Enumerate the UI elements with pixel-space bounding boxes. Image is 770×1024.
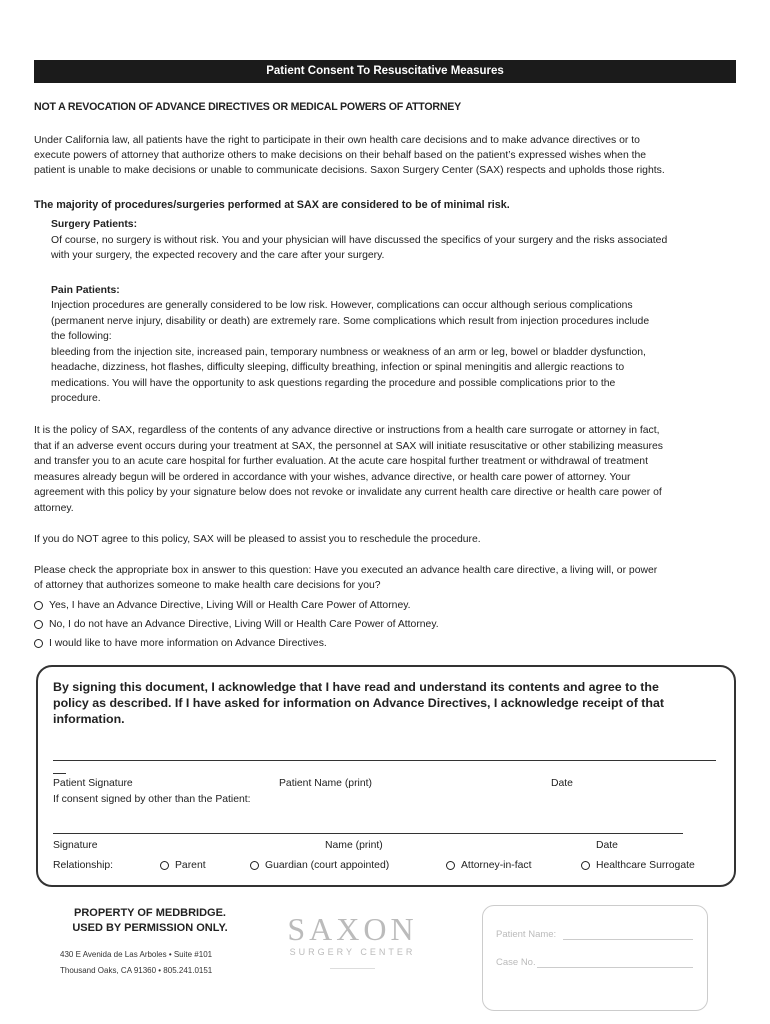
pain-line: bleeding from the injection site, increased pain, temporary numbness or weakness of an arm or leg, bowel or bladder dysfunction, bbox=[51, 346, 646, 358]
surgery-line: with your surgery, the expected recovery and the care after your surgery. bbox=[51, 250, 385, 261]
policy-line: that if an adverse event occurs during your treatment at SAX, the personnel at SAX will initiate resuscitative or other stabilizing measures bbox=[34, 440, 663, 452]
intro-line: patient is unable to make decisions or unable to communicate decisions. Saxon Surgery Center (SAX) respects and upholds those rights. bbox=[34, 165, 665, 176]
surgery-line: Of course, no surgery is without risk. You and your physician will have discussed the specifics of your surgery and the risks associated bbox=[51, 235, 668, 246]
radio-circle-icon[interactable] bbox=[160, 861, 169, 870]
surgery-patients-heading: Surgery Patients: bbox=[51, 219, 138, 230]
pain-line: (permanent nerve injury, disability or death) are extremely rare. Some complications which result from injection procedures include bbox=[51, 315, 650, 327]
relationship-option-label: Attorney-in-fact bbox=[461, 860, 532, 871]
relationship-surrogate[interactable] bbox=[581, 858, 695, 873]
address-line-1: 430 E Avenida de Las Arboles • Suite #101 bbox=[60, 950, 213, 959]
logo-subtitle: SURGERY CENTER bbox=[289, 947, 416, 957]
pain-line: the following: bbox=[51, 331, 112, 342]
radio-circle-icon[interactable] bbox=[34, 620, 43, 629]
signature-line-wrap bbox=[53, 773, 66, 774]
policy-line: attorney. bbox=[34, 502, 74, 514]
option-label: No, I do not have an Advance Directive, Living Will or Health Care Power of Attorney. bbox=[49, 619, 439, 630]
address-line-2: Thousand Oaks, CA 91360 • 805.241.0151 bbox=[60, 966, 213, 975]
other-signer-note: If consent signed by other than the Patient: bbox=[53, 794, 251, 805]
question-paragraph bbox=[34, 563, 739, 593]
relationship-parent[interactable] bbox=[160, 858, 206, 873]
option-more-info[interactable] bbox=[34, 636, 327, 651]
option-label: Yes, I have an Advance Directive, Living Will or Health Care Power of Attorney. bbox=[49, 600, 411, 611]
policy-line: It is the policy of SAX, regardless of the contents of any advance directive or instructions from a health care surrogate or attorney in fact, bbox=[34, 425, 660, 436]
case-no-field-line[interactable] bbox=[537, 967, 693, 968]
other-signature-line[interactable] bbox=[53, 833, 683, 834]
relationship-label: Relationship: bbox=[53, 860, 114, 871]
pain-line: Injection procedures are generally considered to be low risk. However, complications can occur although serious complications bbox=[51, 300, 633, 311]
radio-circle-icon[interactable] bbox=[34, 601, 43, 610]
radio-circle-icon[interactable] bbox=[34, 639, 43, 648]
intro-paragraph bbox=[34, 133, 739, 178]
statement-line: policy as described. If I have asked for information on Advance Directives, I acknowledge receipt of that bbox=[53, 696, 664, 710]
name-print-label: Name (print) bbox=[325, 840, 383, 851]
logo-wordmark: SAXON bbox=[287, 911, 418, 947]
policy-line: and transfer you to an acute care hospital for further evaluation. At the acute care hospital further treatment or withdrawal of treatment bbox=[34, 456, 648, 468]
relationship-option-label: Guardian (court appointed) bbox=[265, 860, 390, 871]
policy-line: measures already begun will be ordered in accordance with your wishes, advance directive, or health care power of attorney. Your bbox=[34, 471, 631, 483]
pain-patients-heading: Pain Patients: bbox=[51, 285, 120, 296]
signature-statement bbox=[53, 679, 733, 727]
property-line: USED BY PERMISSION ONLY. bbox=[72, 922, 228, 934]
intro-line: execute powers of attorney that authorize others to make decisions on their behalf based on the patient’s expressed wishes when the bbox=[34, 150, 647, 161]
signature-label: Signature bbox=[53, 840, 98, 851]
pain-line: headache, dizziness, hot flashes, difficulty sleeping, difficulty breathing, infection or spinal meningitis and allergic reactions to bbox=[51, 362, 625, 373]
statement-line: information. bbox=[53, 712, 125, 726]
property-line: PROPERTY OF MEDBRIDGE. bbox=[74, 907, 226, 919]
patient-signature-line[interactable] bbox=[53, 760, 716, 761]
patient-name-field-line[interactable] bbox=[563, 939, 693, 940]
radio-circle-icon[interactable] bbox=[446, 861, 455, 870]
logo-divider bbox=[330, 968, 375, 969]
risk-heading: The majority of procedures/surgeries performed at SAX are considered to be of minimal risk. bbox=[34, 199, 510, 211]
pain-line: procedure. bbox=[51, 393, 101, 404]
radio-circle-icon[interactable] bbox=[581, 861, 590, 870]
option-no[interactable] bbox=[34, 617, 439, 632]
patient-name-label: Patient Name (print) bbox=[279, 778, 372, 789]
subtitle-heading: NOT A REVOCATION OF ADVANCE DIRECTIVES OR MEDICAL POWERS OF ATTORNEY bbox=[34, 101, 462, 113]
reschedule-text: If you do NOT agree to this policy, SAX will be pleased to assist you to reschedule the procedure. bbox=[34, 534, 481, 545]
option-yes[interactable] bbox=[34, 598, 411, 613]
question-line: Please check the appropriate box in answer to this question: Have you executed an advance health care directive, a living will, or power bbox=[34, 565, 658, 576]
date2-label: Date bbox=[596, 840, 618, 851]
intro-line: Under California law, all patients have the right to participate in their own health care decisions and to make advance directives or to bbox=[34, 135, 640, 146]
document-title: Patient Consent To Resuscitative Measures bbox=[34, 60, 736, 83]
option-label: I would like to have more information on Advance Directives. bbox=[49, 638, 327, 649]
statement-line: By signing this document, I acknowledge that I have read and understand its contents and agree to the bbox=[53, 680, 659, 694]
pain-paragraph bbox=[51, 298, 741, 407]
case-no-field-label: Case No. bbox=[496, 957, 536, 968]
patient-name-field-label: Patient Name: bbox=[496, 929, 557, 940]
surgery-paragraph bbox=[51, 233, 741, 263]
relationship-guardian[interactable] bbox=[250, 858, 389, 873]
relationship-option-label: Parent bbox=[175, 860, 206, 871]
relationship-option-label: Healthcare Surrogate bbox=[596, 860, 695, 871]
property-notice bbox=[60, 906, 240, 936]
policy-line: agreement with this policy by your signature below does not revoke or invalidate any current health care directive or health care power of bbox=[34, 487, 662, 499]
relationship-attorney[interactable] bbox=[446, 858, 531, 873]
patient-signature-label: Patient Signature bbox=[53, 778, 133, 789]
question-line: of attorney that authorizes someone to make health care decisions for you? bbox=[34, 580, 381, 591]
date-label: Date bbox=[551, 778, 573, 789]
radio-circle-icon[interactable] bbox=[250, 861, 259, 870]
policy-paragraph bbox=[34, 423, 739, 517]
saxon-logo bbox=[270, 912, 435, 969]
pain-line: medications. You will have the opportunity to ask questions regarding the procedure and possible complications prior to the bbox=[51, 377, 616, 389]
